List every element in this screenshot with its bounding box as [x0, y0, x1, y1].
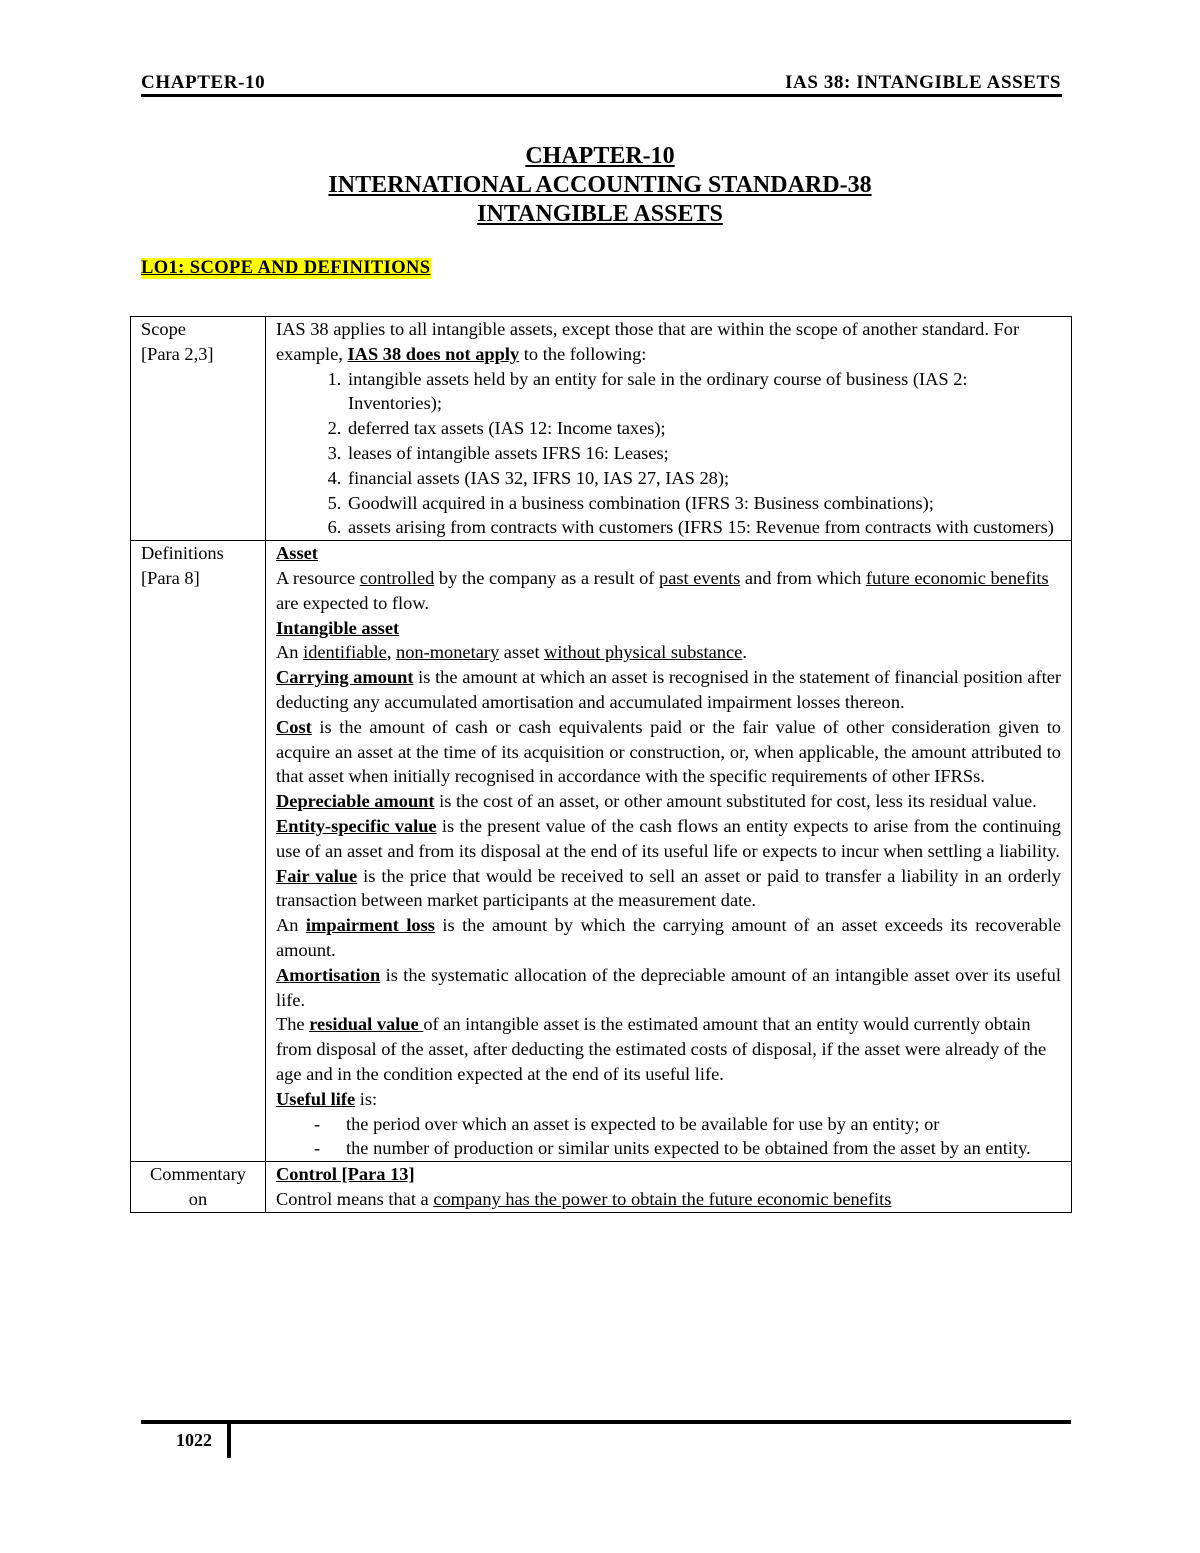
list-item: - the period over which an asset is expected to be available for use by an entity; or [346, 1112, 1061, 1137]
page-number-bar [227, 1424, 231, 1458]
term-asset: Asset [276, 543, 318, 564]
scope-label-title: Scope [141, 319, 186, 339]
list-item: 3. leases of intangible assets IFRS 16: Leases; [346, 441, 1061, 466]
table-row-scope [131, 317, 1072, 541]
scope-label-para: [Para 2,3] [141, 343, 214, 364]
def-impairment-loss: An impairment loss is the amount by which the carrying amount of an asset exceeds its recoverable amount. [276, 915, 1061, 960]
page-number: 1022 [176, 1430, 212, 1450]
def-asset: A resource controlled by the company as a result of past events and from which future economic benefits are expected to flow. [276, 567, 1049, 613]
definitions-label-title: Definitions [141, 543, 224, 564]
scope-not-apply: IAS 38 does not apply [347, 343, 520, 364]
header-rule [141, 94, 1062, 97]
scope-intro: IAS 38 applies to all intangible assets, except those that are within the scope of another standard. For example, IAS 38 does not apply to the following: [276, 319, 1020, 364]
commentary-label [131, 1162, 266, 1213]
list-item: 6. assets arising from contracts with customers (IFRS 15: Revenue from contracts with customers) [346, 515, 1061, 540]
term-control: Control [Para 13] [276, 1164, 415, 1185]
section-heading: LO1: SCOPE AND DEFINITIONS [141, 258, 431, 278]
def-cost: Cost is the amount of cash or cash equivalents paid or the fair value of other consideration given to acquire an asset at the time of its acquisition or construction, or, when applicable, the amount attributed to that asset when initially recognised in accordance with the specific requirements of other IFRSs. [276, 716, 1061, 787]
def-entity-specific-value: Entity-specific value is the present value of the cash flows an entity expects to arise from the continuing use of an asset and from its disposal at the end of its useful life or expects to incur when settling a liability. [276, 815, 1061, 861]
scope-label [131, 317, 266, 541]
commentary-label-on: on [188, 1188, 208, 1209]
list-item: 2. deferred tax assets (IAS 12: Income taxes); [346, 416, 1061, 441]
definitions-content [266, 541, 1072, 1162]
list-item: 1. intangible assets held by an entity for sale in the ordinary course of business (IAS 2: Inventories); [346, 367, 1061, 417]
commentary-label-title: Commentary [149, 1164, 247, 1185]
def-control: Control means that a company has the power to obtain the future economic benefits [276, 1188, 892, 1209]
document-title [0, 142, 1200, 229]
title-chapter: CHAPTER-10 [525, 143, 675, 169]
definitions-label [131, 541, 266, 1162]
def-carrying-amount: Carrying amount is the amount at which an asset is recognised in the statement of financial position after deducting any accumulated amortisation and accumulated impairment losses thereon. [276, 667, 1061, 712]
scope-content [266, 317, 1072, 541]
header-topic: IAS 38: INTANGIBLE ASSETS [785, 72, 1061, 93]
content-table [130, 316, 1072, 1213]
header-chapter: CHAPTER-10 [141, 72, 266, 93]
useful-life-list [276, 1112, 1061, 1162]
scope-exclusions-list [276, 367, 1061, 541]
def-intangible-asset: An identifiable, non-monetary asset without physical substance. [276, 642, 747, 663]
definitions-label-para: [Para 8] [141, 567, 200, 588]
commentary-content [266, 1162, 1072, 1213]
list-item: - the number of production or similar units expected to be obtained from the asset by an entity. [346, 1136, 1061, 1161]
def-useful-life: Useful life is: [276, 1088, 378, 1109]
def-fair-value: Fair value is the price that would be received to sell an asset or paid to transfer a liability in an orderly transaction between market participants at the measurement date. [276, 865, 1062, 911]
footer-rule [141, 1420, 1071, 1424]
def-amortisation: Amortisation is the systematic allocation of the depreciable amount of an intangible asset over its useful life. [276, 964, 1061, 1010]
term-intangible-asset: Intangible asset [276, 617, 400, 638]
title-subject: INTANGIBLE ASSETS [477, 201, 723, 227]
title-standard: INTERNATIONAL ACCOUNTING STANDARD-38 [328, 172, 872, 198]
def-depreciable-amount: Depreciable amount is the cost of an asset, or other amount substituted for cost, less its residual value. [276, 791, 1037, 812]
running-header [141, 72, 1061, 94]
list-item: 4. financial assets (IAS 32, IFRS 10, IAS 27, IAS 28); [346, 466, 1061, 491]
table-row-definitions [131, 541, 1072, 1162]
list-item: 5. Goodwill acquired in a business combination (IFRS 3: Business combinations); [346, 491, 1061, 516]
def-residual-value: The residual value of an intangible asset is the estimated amount that an entity would currently obtain from disposal of the asset, after deducting the estimated costs of disposal, if the asset were already of the age and in the condition expected at the end of its useful life. [276, 1014, 1047, 1084]
table-row-commentary [131, 1162, 1072, 1213]
